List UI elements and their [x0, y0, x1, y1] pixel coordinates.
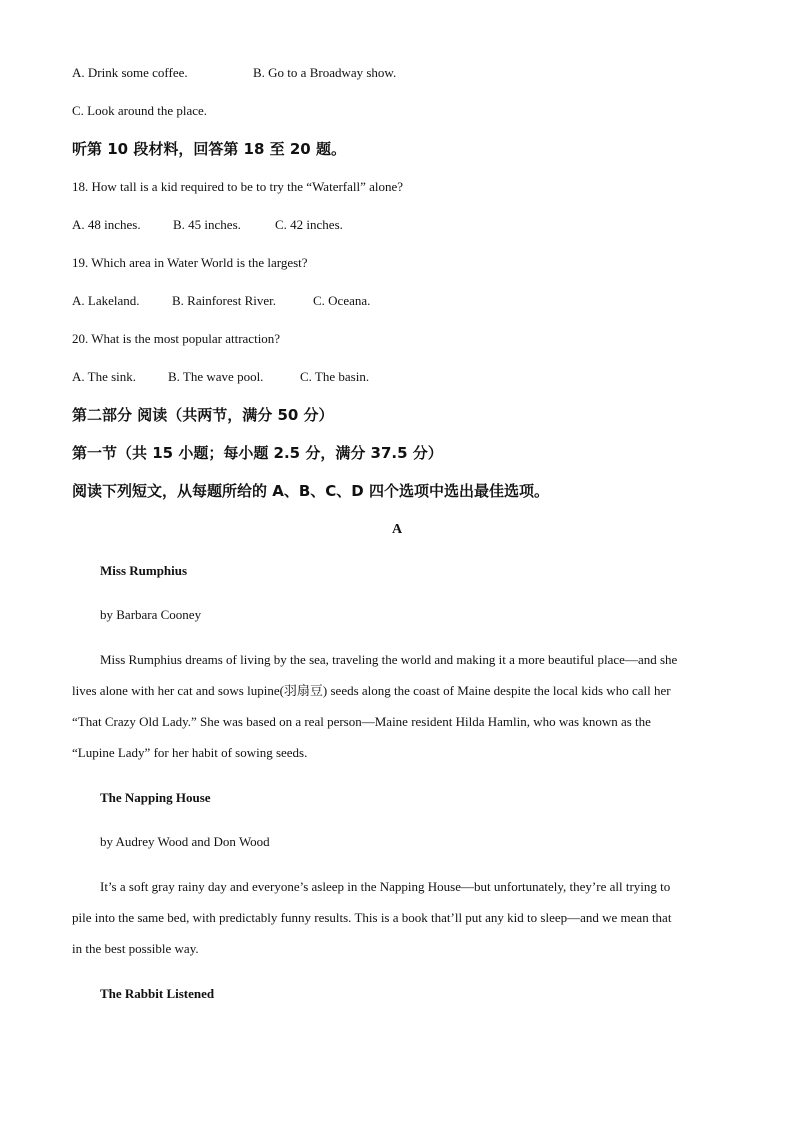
book-description-line: lives alone with her cat and sows lupine(羽扇豆) seeds along the coast of Maine despite the local kids who call her	[72, 683, 671, 698]
book-author: by Audrey Wood and Don Wood	[100, 834, 270, 849]
book-title: The Rabbit Listened	[100, 986, 215, 1001]
q19-question: 19. Which area in Water World is the largest?	[72, 255, 308, 270]
book-description-line: in the best possible way.	[72, 941, 199, 956]
q19-option-a: A. Lakeland.	[72, 293, 140, 308]
q18-option-b: B. 45 inches.	[173, 217, 241, 232]
book-description-line: pile into the same bed, with predictably funny results. This is a book that’ll put any kid to sleep—and we mean that	[72, 910, 672, 925]
book-description-line: Miss Rumphius dreams of living by the sea, traveling the world and making it a more beautiful place—and she	[100, 652, 678, 667]
q18-question: 18. How tall is a kid required to be to try the “Waterfall” alone?	[72, 179, 404, 194]
passage-letter: A	[391, 522, 403, 537]
q17-option-b: B. Go to a Broadway show.	[253, 65, 397, 80]
q17-option-a: A. Drink some coffee.	[72, 65, 188, 80]
part2-heading: 第二部分 阅读（共两节，满分 50 分）	[72, 406, 334, 424]
q20-option-a: A. The sink.	[72, 369, 137, 384]
book-description-line: “Lupine Lady” for her habit of sowing seeds.	[72, 745, 308, 760]
reading-instruction: 阅读下列短文，从每题所给的 A、B、C、D 四个选项中选出最佳选项。	[72, 482, 549, 500]
q20-option-c: C. The basin.	[300, 369, 370, 384]
q17-option-c: C. Look around the place.	[72, 103, 208, 118]
book-description-line: It’s a soft gray rainy day and everyone’s asleep in the Napping House—but unfortunately, they’re all trying to	[100, 879, 671, 894]
book-description-line: “That Crazy Old Lady.” She was based on a real person—Maine resident Hilda Hamlin, who was known as the	[72, 714, 651, 729]
q18-option-c: C. 42 inches.	[275, 217, 343, 232]
q20-option-b: B. The wave pool.	[168, 369, 264, 384]
book-title: Miss Rumphius	[100, 563, 188, 578]
book-title: The Napping House	[100, 790, 211, 805]
q18-option-a: A. 48 inches.	[72, 217, 141, 232]
book-author: by Barbara Cooney	[100, 607, 202, 622]
section1-heading: 第一节（共 15 小题；每小题 2.5 分，满分 37.5 分）	[72, 444, 443, 462]
q19-option-b: B. Rainforest River.	[172, 293, 276, 308]
section10-heading: 听第 10 段材料，回答第 18 至 20 题。	[72, 140, 346, 158]
q20-question: 20. What is the most popular attraction?	[72, 331, 281, 346]
q19-option-c: C. Oceana.	[313, 293, 371, 308]
